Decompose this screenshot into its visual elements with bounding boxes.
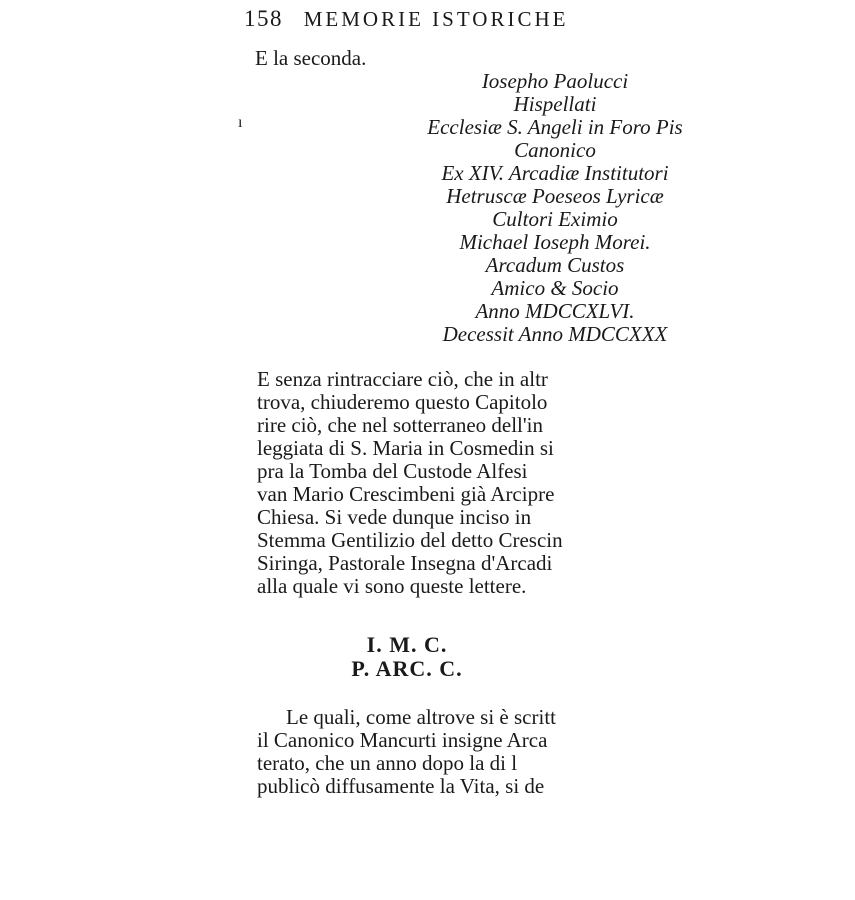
text-line: leggiata di S. Maria in Cosmedin si: [257, 436, 554, 460]
text-line: pra la Tomba del Custode Alfesi: [257, 459, 528, 483]
epitaph-line: Hetruscæ Poeseos Lyricæ: [446, 184, 664, 208]
text-line: il Canonico Mancurti insigne Arca: [257, 728, 548, 752]
text-line: Chiesa. Si vede dunque inciso in: [257, 505, 532, 529]
epitaph-line: Hispellati: [513, 92, 597, 116]
text-line: trova, chiuderemo questo Capitolo: [257, 390, 548, 414]
epitaph-line: Cultori Eximio: [492, 207, 618, 231]
inscription-line: P. ARC. C.: [351, 656, 463, 681]
epitaph-line: Canonico: [514, 138, 596, 162]
epitaph-line: Arcadum Custos: [485, 253, 625, 277]
page-header: [244, 6, 568, 32]
running-title: MEMORIE ISTORICHE: [303, 7, 569, 31]
text-line: van Mario Crescimbeni già Arcipre: [257, 482, 555, 506]
epitaph-line: Ex XIV. Arcadiæ Institutori: [441, 161, 669, 185]
text-line: alla quale vi sono queste lettere.: [257, 574, 527, 598]
inscription-line: I. M. C.: [366, 632, 448, 657]
epitaph-line: Amico & Socio: [491, 276, 619, 300]
epitaph-line: Michael Ioseph Morei.: [459, 230, 651, 254]
text-line: Siringa, Pastorale Insegna d'Arcadi: [257, 551, 553, 575]
text-line: publicò diffusamente la Vita, si de: [257, 774, 545, 798]
epitaph-line: Anno MDCCXLVI.: [475, 299, 635, 323]
margin-mark: ı: [238, 114, 243, 131]
text-line: Le quali, come altrove si è scritt: [286, 705, 556, 729]
page-number: 158: [244, 6, 283, 31]
epitaph-line: Iosepho Paolucci: [481, 69, 629, 93]
epitaph-line: Ecclesiæ S. Angeli in Foro Pis: [427, 115, 683, 139]
epitaph-line: Decessit Anno MDCCXXX: [442, 322, 668, 346]
text-line: rire ciò, che nel sotterraneo dell'in: [257, 413, 543, 437]
text-line: E senza rintracciare ciò, che in altr: [257, 367, 548, 391]
intro-line: E la seconda.: [255, 46, 367, 70]
text-line: terato, che un anno dopo la di l: [257, 751, 518, 775]
text-line: Stemma Gentilizio del detto Crescin: [257, 528, 563, 552]
